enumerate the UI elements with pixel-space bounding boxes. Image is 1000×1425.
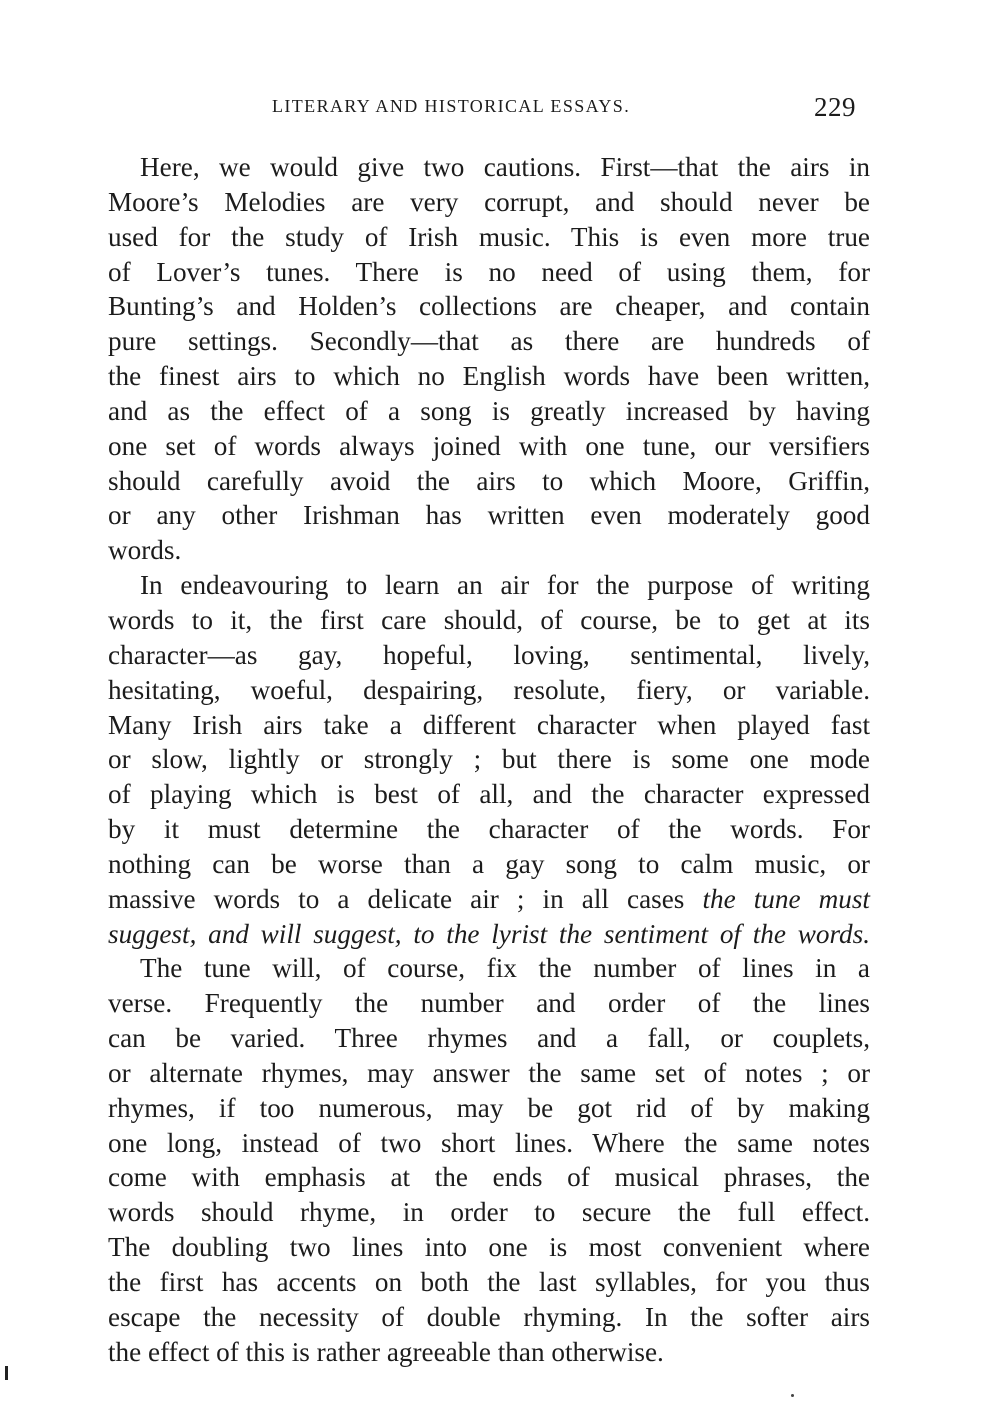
text-line <box>108 882 870 917</box>
text-line: hesitating, woeful, despairing, resolute, fiery, or variable. <box>108 674 870 705</box>
running-title: LITERARY AND HISTORICAL ESSAYS. <box>272 96 631 116</box>
text-line: character—as gay, hopeful, loving, sentimental, lively, <box>108 639 870 670</box>
text-line: The doubling two lines into one is most convenient where <box>108 1232 870 1263</box>
italic-fragment: the tune must <box>702 883 870 914</box>
text-line: Bunting’s and Holden’s collections are cheaper, and contain <box>108 291 870 322</box>
text-line: come with emphasis at the ends of musical phrases, the <box>108 1162 870 1193</box>
text-line: the finest airs to which no English words have been written, <box>108 361 870 392</box>
text-line: should carefully avoid the airs to which Moore, Griffin, <box>108 465 870 496</box>
text-line <box>108 917 870 952</box>
text-line: or alternate rhymes, may answer the same set of notes ; or <box>108 1057 870 1088</box>
text-line: nothing can be worse than a gay song to calm music, or <box>108 848 870 879</box>
text-line: or any other Irishman has written even moderately good <box>108 500 870 531</box>
print-speck <box>791 1394 794 1397</box>
text-line: The tune will, of course, fix the number of lines in a <box>140 953 870 984</box>
text-line: Moore’s Melodies are very corrupt, and should never be <box>108 186 870 217</box>
text-line: Here, we would give two cautions. First—that the airs in <box>140 152 870 182</box>
text-fragment: massive words to a delicate air ; in all cases <box>108 883 685 914</box>
italic-fragment: suggest, and will suggest, to the lyrist the sentiment of the words. <box>108 918 870 949</box>
text-line: pure settings. Secondly—that as there are hundreds of <box>108 326 870 357</box>
text-line: In endeavouring to learn an air for the purpose of writing <box>140 570 870 601</box>
running-head <box>0 92 1000 126</box>
text-line: by it must determine the character of the words. For <box>108 814 870 845</box>
text-line: and as the effect of a song is greatly increased by having <box>108 395 870 426</box>
text-line: Many Irish airs take a different character when played fast <box>108 709 870 740</box>
text-line: one long, instead of two short lines. Where the same notes <box>108 1127 870 1158</box>
text-line: one set of words always joined with one tune, our versifiers <box>108 430 870 461</box>
page-number: 229 <box>814 92 856 122</box>
text-line: words to it, the first care should, of course, be to get at its <box>108 604 870 635</box>
text-line: or slow, lightly or strongly ; but there is some one mode <box>108 744 870 775</box>
text-line: can be varied. Three rhymes and a fall, or couplets, <box>108 1023 870 1054</box>
margin-mark <box>5 1366 8 1380</box>
text-line: words should rhyme, in order to secure the full effect. <box>108 1197 870 1228</box>
text-line: the effect of this is rather agreeable than otherwise. <box>108 1336 664 1367</box>
text-line: used for the study of Irish music. This is even more true <box>108 221 870 252</box>
body-text <box>108 150 870 1370</box>
text-line: escape the necessity of double rhyming. In the softer airs <box>108 1301 870 1332</box>
text-line: the first has accents on both the last syllables, for you thus <box>108 1267 870 1297</box>
text-line: of Lover’s tunes. There is no need of using them, for <box>108 256 870 287</box>
text-line: of playing which is best of all, and the character expressed <box>108 779 870 810</box>
text-line: rhymes, if too numerous, may be got rid of by making <box>108 1092 870 1123</box>
text-line: verse. Frequently the number and order of the lines <box>108 988 870 1019</box>
text-line: words. <box>108 535 182 566</box>
